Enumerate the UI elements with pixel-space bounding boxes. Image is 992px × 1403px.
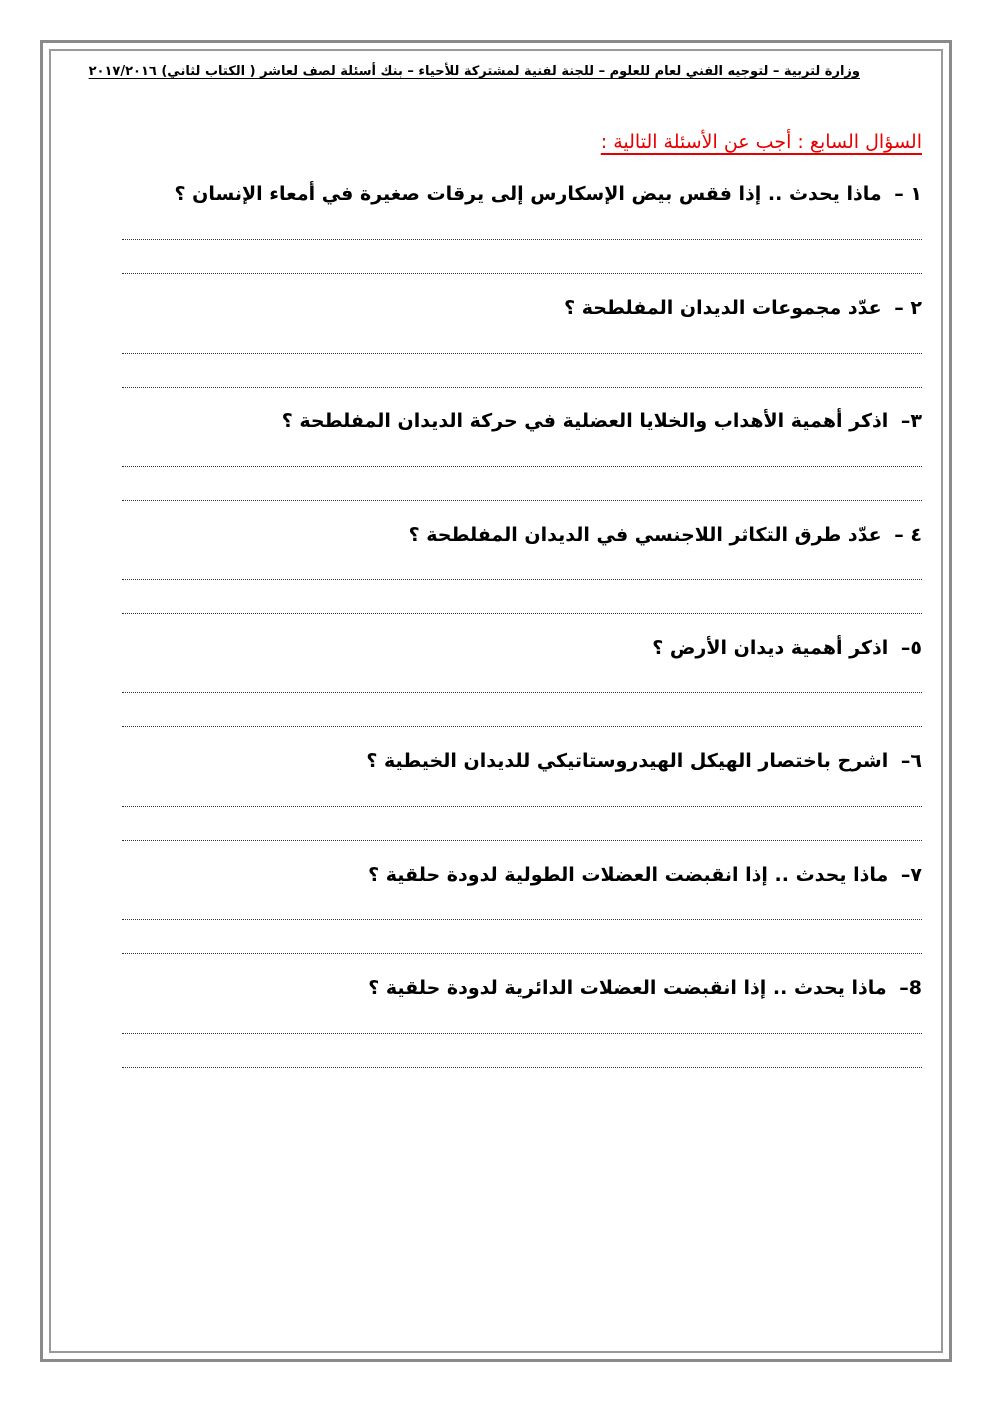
answer-line[interactable]	[122, 919, 922, 920]
question-text: اذكر أهمية ديدان الأرض ؟	[652, 637, 889, 659]
answer-line[interactable]	[122, 692, 922, 693]
answer-line[interactable]	[122, 953, 922, 954]
answer-line[interactable]	[122, 239, 922, 240]
question-number: ٦–	[900, 750, 922, 772]
question-number: ٥–	[900, 637, 922, 659]
answer-line[interactable]	[122, 1067, 922, 1068]
answer-line[interactable]	[122, 500, 922, 501]
answer-line[interactable]	[122, 387, 922, 388]
question-text: ماذا يحدث .. إذا انقبضت العضلات الدائرية لدودة حلقية ؟	[368, 977, 887, 999]
question-number: ٢ –	[894, 297, 922, 319]
question-text: اشرح باختصار الهيكل الهيدروستاتيكي للديدان الخيطية ؟	[366, 750, 889, 772]
question-text: ماذا يحدث .. إذا انقبضت العضلات الطولية لدودة حلقية ؟	[368, 864, 889, 886]
question-number: ٤ –	[894, 524, 922, 546]
answer-line[interactable]	[122, 726, 922, 727]
question-number: 8–	[899, 977, 922, 999]
answer-line[interactable]	[122, 613, 922, 614]
section-title: السؤال السابع : أجب عن الأسئلة التالية :	[600, 131, 922, 153]
answer-line[interactable]	[122, 840, 922, 841]
question-text: اذكر أهمية الأهداب والخلايا العضلية في حركة الديدان المفلطحة ؟	[281, 410, 889, 432]
question-number: ٣–	[900, 410, 922, 432]
answer-line[interactable]	[122, 273, 922, 274]
question-6	[366, 750, 922, 772]
question-7	[368, 864, 922, 886]
question-5	[652, 637, 922, 659]
answer-line[interactable]	[122, 579, 922, 580]
page-border-inner	[49, 49, 943, 1353]
question-3	[282, 410, 922, 432]
question-number: ٧–	[900, 864, 922, 886]
question-1	[175, 183, 922, 205]
question-8	[368, 977, 922, 999]
question-2	[564, 297, 922, 319]
answer-line[interactable]	[122, 353, 922, 354]
answer-line[interactable]	[122, 1033, 922, 1034]
question-text: ماذا يحدث .. إذا فقس بيض الإسكارس إلى يرقات صغيرة في أمعاء الإنسان ؟	[174, 183, 882, 205]
question-text: عدّد طرق التكاثر اللاجنسي في الديدان المفلطحة ؟	[408, 524, 882, 546]
question-number: ١ –	[894, 183, 922, 205]
question-4	[409, 524, 922, 546]
header-text: وزارة لتربية – لتوجيه الفني لعام للعلوم – للجنة لفنية لمشتركة للأحياء – بنك أسئلة لصف لعاشر ( الكتاب لثاني) ٢٠١٧/٢٠١٦	[88, 64, 860, 79]
answer-line[interactable]	[122, 806, 922, 807]
document-header	[88, 64, 860, 79]
answer-line[interactable]	[122, 466, 922, 467]
question-text: عدّد مجموعات الديدان المفلطحة ؟	[564, 297, 882, 319]
